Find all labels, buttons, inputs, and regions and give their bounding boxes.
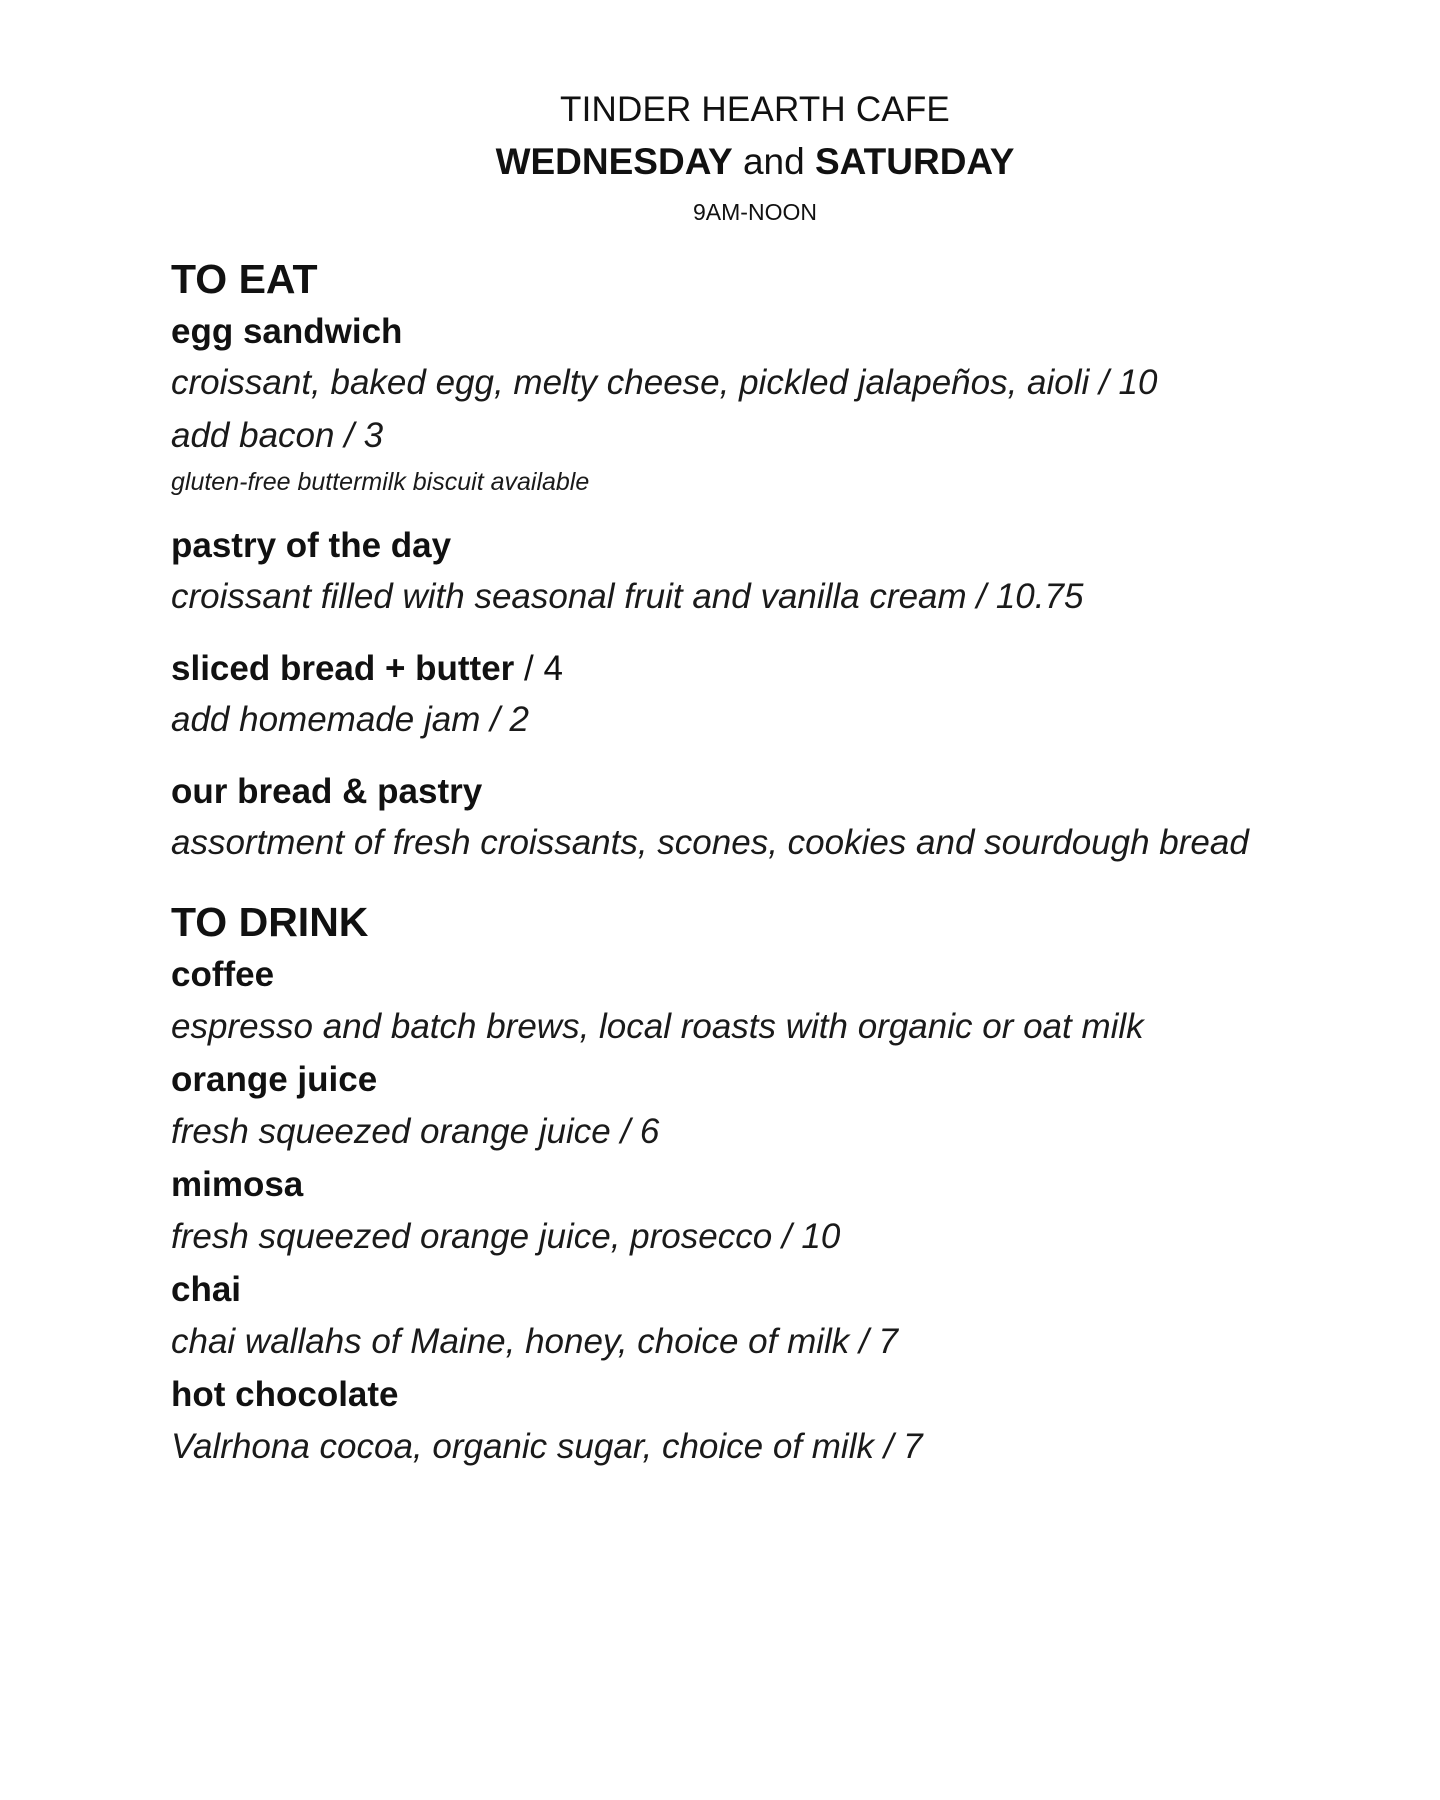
menu-item-hot-chocolate xyxy=(171,1371,1371,1474)
to-eat-section xyxy=(171,252,1371,869)
open-hours: 9AM-NOON xyxy=(693,199,817,225)
menu-item-sliced-bread xyxy=(171,645,1371,746)
item-name: egg sandwich xyxy=(171,312,403,351)
item-name: pastry of the day xyxy=(171,526,452,565)
item-name: sliced bread + butter xyxy=(171,649,515,688)
item-name: coffee xyxy=(171,955,275,994)
to-drink-title: TO DRINK xyxy=(171,899,369,945)
item-name: orange juice xyxy=(171,1060,378,1099)
item-description: fresh squeezed orange juice / 6 xyxy=(171,1112,660,1151)
menu-content xyxy=(171,252,1371,1474)
item-name: hot chocolate xyxy=(171,1375,399,1414)
menu-item-bread-and-pastry xyxy=(171,768,1371,869)
menu-item-chai xyxy=(171,1266,1371,1369)
item-description: assortment of fresh croissants, scones, cookies and sourdough bread xyxy=(171,823,1249,862)
to-drink-section xyxy=(171,895,1371,1474)
item-description: Valrhona cocoa, organic sugar, choice of milk / 7 xyxy=(171,1427,923,1466)
menu-item-coffee xyxy=(171,951,1371,1054)
item-description: chai wallahs of Maine, honey, choice of milk / 7 xyxy=(171,1322,898,1361)
item-description: croissant, baked egg, melty cheese, pickled jalapeños, aioli / 10 xyxy=(171,363,1158,402)
item-price: / 4 xyxy=(514,649,563,688)
open-day-wednesday: WEDNESDAY xyxy=(495,141,733,182)
item-description: espresso and batch brews, local roasts with organic or oat milk xyxy=(171,1007,1144,1046)
item-description: croissant filled with seasonal fruit and vanilla cream / 10.75 xyxy=(171,577,1084,616)
cafe-name: TINDER HEARTH CAFE xyxy=(560,90,950,129)
open-days xyxy=(0,138,1440,186)
item-name: mimosa xyxy=(171,1165,304,1204)
item-description: add homemade jam / 2 xyxy=(171,700,529,739)
item-addon: add bacon / 3 xyxy=(171,416,384,455)
item-name: our bread & pastry xyxy=(171,772,483,811)
item-note: gluten-free buttermilk biscuit available xyxy=(171,468,590,496)
open-day-saturday: SATURDAY xyxy=(815,141,1015,182)
item-description: fresh squeezed orange juice, prosecco / 10 xyxy=(171,1217,841,1256)
item-name: chai xyxy=(171,1270,242,1309)
menu-item-pastry-of-the-day xyxy=(171,522,1371,623)
open-days-joiner: and xyxy=(742,141,805,182)
menu-item-orange-juice xyxy=(171,1056,1371,1159)
menu-item-egg-sandwich xyxy=(171,308,1371,502)
menu-header xyxy=(0,86,1440,228)
to-eat-title: TO EAT xyxy=(171,256,318,302)
item-name-row xyxy=(171,645,1371,693)
menu-item-mimosa xyxy=(171,1161,1371,1264)
